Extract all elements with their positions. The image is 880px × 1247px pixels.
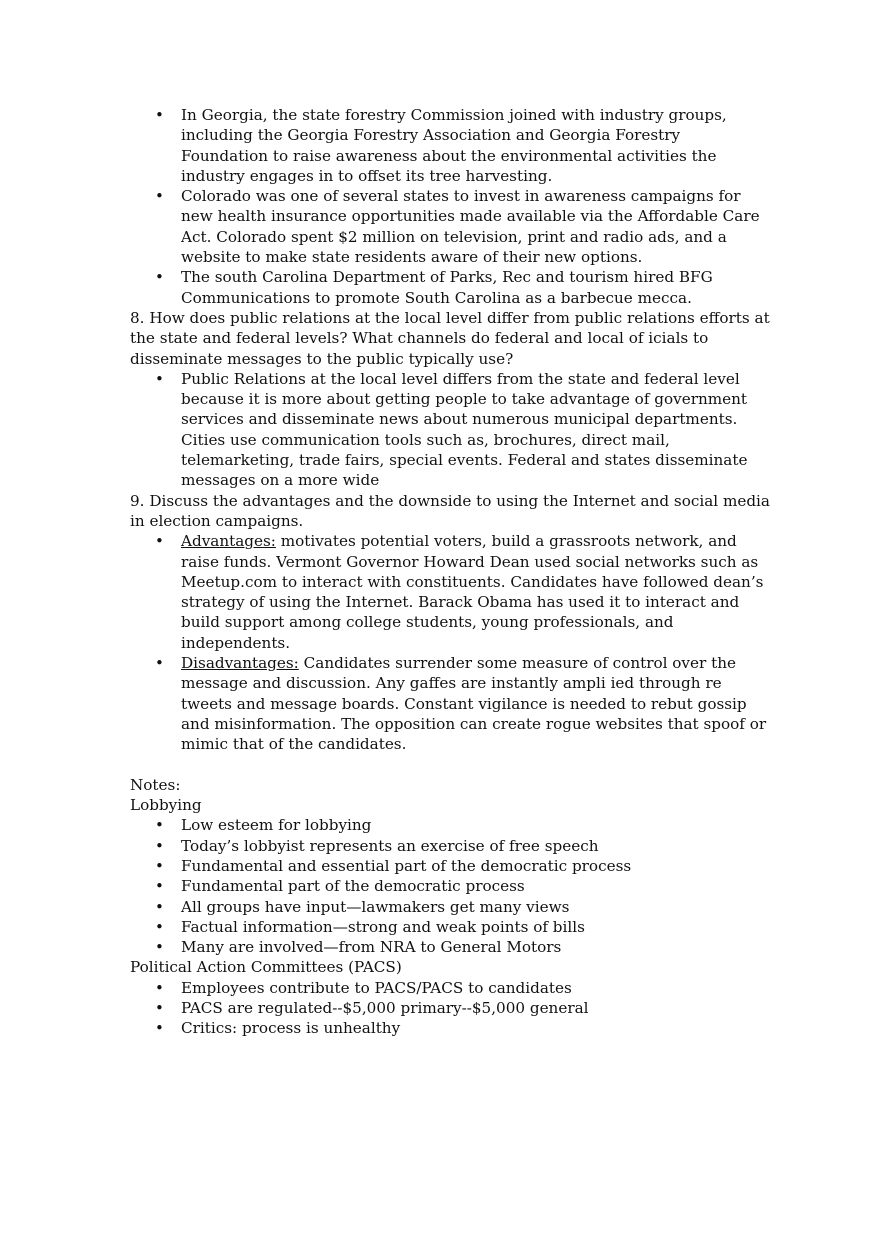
lobbying-heading: Lobbying — [130, 796, 202, 815]
list-item-text: Employees contribute to PACS/PACS to candidates — [181, 978, 572, 997]
list-item — [130, 876, 770, 896]
bullet-icon: • — [155, 268, 164, 287]
state-pr-examples-list — [130, 105, 770, 308]
list-item-text: In Georgia, the state forestry Commission joined with industry groups, including the Georgia Forestry Association and Georgia Forestry Foundation to raise awareness about the environmental activities the industry engages in to offset its tree harvesting. — [181, 106, 727, 185]
question-9: 9. Discuss the advantages and the downside to using the Internet and social media in election campaigns. — [130, 491, 770, 530]
list-item — [130, 897, 770, 917]
bullet-icon: • — [155, 877, 164, 896]
list-item — [130, 978, 770, 998]
bullet-icon: • — [155, 187, 164, 206]
pacs-list — [130, 978, 770, 1039]
pacs-heading: Political Action Committees (PACS) — [130, 958, 402, 977]
bullet-icon: • — [155, 917, 164, 936]
list-item — [130, 815, 770, 835]
advantages-text: motivates potential voters, build a grassroots network, and raise funds. Vermont Governor Howard Dean used social networks such as Meetup.com to interact with constituents. Candidates have followed dean’s strategy of using the Internet. Barack Obama has used it to interact and build support among college students, young professionals, and independents. — [181, 532, 764, 652]
list-item-text: All groups have input—lawmakers get many views — [181, 897, 570, 916]
list-item — [130, 186, 770, 267]
list-item — [130, 267, 770, 308]
bullet-icon: • — [155, 532, 164, 551]
list-item-text: The south Carolina Department of Parks, Rec and tourism hired BFG Communications to promote South Carolina as a barbecue mecca. — [181, 268, 713, 307]
list-item-disadvantages — [130, 653, 770, 754]
bullet-icon: • — [155, 978, 164, 997]
list-item — [130, 917, 770, 937]
list-item-text: Critics: process is unhealthy — [181, 1019, 401, 1038]
list-item — [130, 836, 770, 856]
list-item — [130, 998, 770, 1018]
list-item-text: Fundamental and essential part of the democratic process — [181, 856, 632, 875]
bullet-icon: • — [155, 856, 164, 875]
list-item-text: Low esteem for lobbying — [181, 816, 372, 835]
bullet-icon: • — [155, 816, 164, 835]
bullet-icon: • — [155, 106, 164, 124]
list-item — [130, 369, 770, 491]
bullet-icon: • — [155, 369, 164, 388]
disadvantages-text: Candidates surrender some measure of control over the message and discussion. Any gaffes are instantly ampli ied through re tweets and message boards. Constant vigilance is needed to rebut gossip and misinformation. The opposition can create rogue websites that spoof or mimic that of the candidates. — [181, 654, 767, 754]
bullet-icon: • — [155, 654, 164, 673]
list-item-text: Many are involved—from NRA to General Motors — [181, 938, 562, 957]
list-item — [130, 937, 770, 957]
list-item-text: Public Relations at the local level differs from the state and federal level because it is more about getting people to take advantage of government services and disseminate news about numerous municipal departments. Cities use communication tools such as, brochures, direct mail, telemarketing, trade fairs, special events. Federal and states disseminate messages on a more wide — [181, 369, 748, 490]
list-item — [130, 1018, 770, 1038]
question-9-answer-list — [130, 531, 770, 754]
question-8: 8. How does public relations at the local level differ from public relations efforts at the state and federal levels? What channels do federal and local of icials to disseminate messages to the public typically use? — [130, 308, 770, 368]
list-item-text: Fundamental part of the democratic process — [181, 877, 525, 896]
list-item-text: Colorado was one of several states to invest in awareness campaigns for new health insurance opportunities made available via the Affordable Care Act. Colorado spent $2 million on television, print and radio ads, and a website to make state residents aware of their new options. — [181, 187, 760, 267]
bullet-icon: • — [155, 938, 164, 957]
question-8-answer-list — [130, 369, 770, 491]
bullet-icon: • — [155, 897, 164, 916]
list-item-text: Factual information—strong and weak points of bills — [181, 917, 585, 936]
list-item — [130, 856, 770, 876]
bullet-icon: • — [155, 999, 164, 1018]
list-item-text: Today’s lobbyist represents an exercise of free speech — [181, 836, 599, 855]
blank-line — [130, 755, 770, 775]
list-item-text: PACS are regulated--$5,000 primary--$5,000 general — [181, 999, 589, 1018]
disadvantages-label: Disadvantages: — [181, 654, 299, 673]
list-item — [130, 105, 770, 186]
document-body — [130, 105, 770, 1039]
bullet-icon: • — [155, 836, 164, 855]
advantages-label: Advantages: — [181, 532, 276, 551]
lobbying-list — [130, 815, 770, 957]
list-item-advantages — [130, 531, 770, 653]
notes-heading: Notes: — [130, 775, 181, 794]
bullet-icon: • — [155, 1019, 164, 1038]
